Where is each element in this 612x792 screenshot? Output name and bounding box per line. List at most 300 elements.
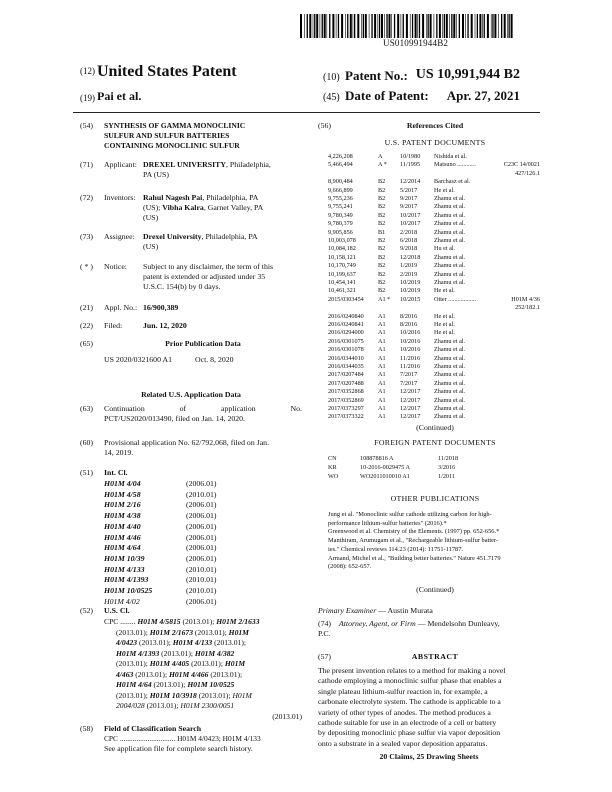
us-reference-cell: A1: [378, 371, 386, 379]
int-cl-version: (2006.01): [186, 511, 217, 521]
us-reference-cell: B2: [378, 287, 386, 295]
us-reference-row: [328, 287, 540, 295]
barcode-bar: [430, 14, 432, 38]
barcode-bar: [353, 14, 354, 38]
us-reference-cell: Barchasz et al.: [434, 178, 471, 186]
us-reference-cell: A1: [378, 413, 386, 421]
us-reference-cell: He et al.: [434, 321, 455, 328]
us-reference-cell: B2: [378, 237, 386, 244]
us-reference-cell: 12/2017: [400, 413, 421, 421]
int-cl-version: (2010.01): [186, 575, 217, 585]
applicant: DREXEL UNIVERSITY, Philadelphia, PA (US): [143, 160, 271, 180]
us-reference-cell: 2016/0294000: [328, 329, 364, 337]
barcode-bar: [422, 14, 424, 38]
us-reference-cell: 10/2016: [400, 329, 421, 337]
us-reference-cell: B2: [378, 186, 386, 194]
us-reference-cell: Zhamu et al.: [434, 279, 466, 286]
us-reference-cell: 10/2019: [400, 287, 421, 295]
date-of-patent-label: Date of Patent:: [345, 88, 429, 103]
us-reference-row: [328, 220, 540, 228]
us-reference-cell: 10,084,182: [328, 245, 356, 253]
barcode-bar: [410, 14, 411, 38]
us-reference-cell: 10/2017: [400, 211, 421, 219]
patent-number: US 10,991,944 B2: [415, 67, 520, 82]
assignee-label: Assignee:: [104, 232, 135, 241]
barcode-bar: [467, 14, 468, 38]
us-reference-row: [328, 153, 540, 161]
appl-no: 16/900,389: [143, 303, 179, 312]
field-search-note: See application file for complete search history.: [104, 744, 253, 753]
prior-publication-heading: Prior Publication Data: [165, 339, 241, 348]
us-reference-cell: A1 *: [378, 295, 391, 303]
barcode-bar: [417, 14, 418, 38]
barcode-bar: [439, 14, 441, 38]
us-reference-row: [328, 296, 540, 304]
us-patent-docs-heading: U.S. PATENT DOCUMENTS: [384, 138, 486, 147]
us-reference-cell: A1: [378, 354, 386, 362]
us-reference-cell: 2015/0303454: [328, 295, 364, 303]
us-reference-cell: 10,454,141: [328, 279, 356, 286]
us-reference-cell: A1: [378, 388, 386, 396]
us-reference-cell: 10,003,078: [328, 237, 356, 244]
us-reference-row: [328, 313, 540, 321]
us-reference-cell: 8,900,484: [328, 178, 353, 186]
us-reference-cell: 10/2016: [400, 337, 421, 345]
barcode-bar: [406, 14, 408, 38]
us-reference-cell: B2: [378, 178, 386, 186]
barcode-bar: [459, 14, 460, 38]
barcode-bar: [365, 14, 367, 38]
barcode-bar: [419, 14, 420, 38]
us-refs-continued: (Continued): [416, 423, 454, 432]
prior-pub-number: US 2020/0321600 A1: [104, 355, 173, 364]
barcode-bar: [338, 14, 339, 38]
barcode-bar: [341, 14, 343, 38]
date-of-patent: Apr. 27, 2021: [446, 88, 520, 103]
us-reference-cell: Zhamu et al.: [434, 363, 466, 370]
int-cl-version: (2006.01): [186, 521, 217, 531]
barcode-bar: [451, 14, 452, 38]
us-reference-cell: 9,666,899: [328, 186, 353, 194]
int-cl-label: Int. Cl.: [104, 468, 128, 477]
us-reference-cell: 2016/0240840: [328, 312, 364, 320]
int-cl-version: (2010.01): [186, 564, 217, 574]
barcode-bar: [309, 14, 311, 38]
attorney: Attorney, Agent, or Firm — Mendelsohn Dunleavy,: [339, 619, 500, 628]
us-reference-cell: 2/2019: [400, 270, 418, 278]
barcode-bar: [477, 14, 478, 38]
barcode-bar: [487, 14, 489, 38]
us-reference-cell: 9/2018: [400, 245, 418, 253]
us-reference-row: [328, 229, 540, 237]
code-56: (56): [318, 121, 331, 130]
us-reference-cell: B2: [378, 211, 386, 219]
us-reference-cell: He et al.: [434, 186, 455, 194]
barcode-bar: [471, 14, 473, 38]
us-reference-cell: 8/2016: [400, 312, 418, 320]
notice-label: Notice:: [104, 262, 127, 271]
barcode-bar: [381, 14, 383, 38]
us-reference-cell: 2017/0373297: [328, 405, 364, 412]
int-cl-code: H01M 4/38: [104, 511, 141, 521]
code-52: (52): [80, 606, 93, 615]
us-reference-cell: 10,199,637: [328, 270, 356, 278]
int-cl-code: H01M 2/16: [104, 500, 141, 510]
code-74: (74): [318, 619, 331, 628]
us-reference-cell: 12/2014: [400, 178, 421, 186]
barcode-bar: [511, 14, 513, 38]
us-reference-row: [328, 178, 540, 186]
int-cl-version: (2006.01): [186, 553, 217, 563]
us-reference-cell: 9,905,856: [328, 228, 353, 236]
int-cl-code: H01M 10/39: [104, 553, 145, 563]
foreign-reference-cell: CN: [328, 455, 337, 462]
foreign-reference-cell: 1/2011: [438, 473, 455, 480]
barcode-bar: [462, 14, 464, 38]
barcode-bar: [456, 14, 457, 38]
us-reference-cell: B2: [378, 245, 386, 253]
int-cl-version: (2006.01): [186, 479, 217, 488]
barcode-bar: [336, 14, 337, 38]
barcode-bar: [347, 14, 348, 38]
int-cl-version: (2010.01): [186, 489, 217, 499]
attorney-line-2: P.C.: [318, 629, 331, 638]
code-73: (73): [80, 232, 93, 241]
foreign-reference-cell: WO: [328, 473, 339, 480]
us-reference-cell: 5/2017: [400, 186, 418, 194]
us-reference-cell: 9,780,379: [328, 220, 353, 228]
us-reference-cell: A: [378, 153, 383, 160]
us-reference-cell: 12/2017: [400, 396, 421, 404]
us-reference-cell: Zhamu et al.: [434, 228, 466, 236]
barcode-bar: [357, 14, 359, 38]
us-reference-row: [328, 413, 540, 421]
us-reference-cell: A1: [378, 396, 386, 404]
document-type: United States Patent: [97, 63, 237, 80]
barcode-bar: [453, 14, 455, 38]
us-reference-cell: 10/2017: [400, 220, 421, 228]
barcode-bar: [329, 14, 330, 38]
code-57: (57): [318, 652, 331, 661]
barcode-bar: [389, 14, 391, 38]
barcode-bar: [449, 14, 450, 38]
us-reference-row: [328, 397, 540, 405]
foreign-patent-docs-heading: FOREIGN PATENT DOCUMENTS: [374, 438, 496, 447]
barcode-bar: [428, 14, 429, 38]
code-72: (72): [80, 193, 93, 202]
us-reference-cell: Zhamu et al.: [434, 388, 466, 396]
us-reference-cell: Zhamu et al.: [434, 270, 466, 278]
us-reference-row: [328, 195, 540, 203]
barcode-bar: [475, 14, 476, 38]
us-reference-cell: 10/2016: [400, 346, 421, 354]
us-reference-cell: Matsuno ............: [434, 161, 476, 169]
references-heading: References Cited: [406, 121, 464, 130]
us-reference-cell: 11/2016: [400, 363, 421, 370]
us-reference-cell: 10/2019: [400, 279, 421, 286]
us-reference-cell: Zhamu et al.: [434, 220, 466, 228]
us-reference-cell: A *: [378, 161, 387, 169]
us-reference-row: [328, 346, 540, 354]
us-reference-cell: 2/2018: [400, 228, 418, 236]
barcode-bar: [492, 14, 493, 38]
us-reference-cell: A1: [378, 321, 386, 328]
provisional-text: Provisional application No. 62/792,068, filed on Jan. 14, 2019.: [104, 438, 270, 458]
code-60: (60): [80, 438, 93, 447]
code-51: (51): [80, 468, 93, 477]
other-publications-heading: OTHER PUBLICATIONS: [390, 494, 480, 503]
filed-label: Filed:: [104, 321, 123, 330]
us-reference-row: [328, 237, 540, 245]
barcode-bar: [371, 14, 372, 38]
us-reference-row: [328, 363, 540, 371]
barcode-bar: [403, 14, 404, 38]
us-reference-cell: Otter ..................: [434, 295, 477, 303]
us-reference-cell: A1: [378, 379, 386, 387]
barcode-bar: [412, 14, 413, 38]
us-cl-label: U.S. Cl.: [104, 606, 130, 615]
barcode-bar: [394, 14, 395, 38]
us-reference-row: [328, 338, 540, 346]
us-reference-cell: He et al.: [434, 287, 455, 295]
us-reference-cell: H01M 4/36: [511, 295, 540, 303]
barcode-patent-number: US010991944B2: [383, 38, 449, 48]
appl-no-label: Appl. No.:: [104, 303, 138, 312]
field-search-label: Field of Classification Search: [104, 724, 202, 733]
int-cl-code: H01M 4/40: [104, 521, 141, 531]
barcode-bar: [320, 14, 321, 38]
authors: Pai et al.: [97, 89, 142, 103]
code-19: (19): [80, 93, 95, 103]
claims-count: 20 Claims, 25 Drawing Sheets: [379, 752, 479, 761]
invention-title: SYNTHESIS OF GAMMA MONOCLINIC SULFUR AND SULFUR BATTERIES CONTAINING MONOCLINIC SULFUR: [104, 121, 246, 151]
us-reference-row: [328, 262, 540, 270]
primary-examiner: Primary Examiner — Austin Murata: [318, 606, 433, 615]
us-reference-row: [328, 187, 540, 195]
us-reference-cell: 10,461,321: [328, 287, 356, 295]
us-reference-row: [328, 161, 540, 169]
us-reference-row: [328, 388, 540, 396]
notice-text: Subject to any disclaimer, the term of this patent is extended or adjusted under 35 U.S.C. 154(b) by 0 days.: [143, 262, 274, 292]
us-reference-row: [328, 170, 540, 178]
us-reference-cell: Hu et al.: [434, 245, 456, 253]
barcode-bar: [304, 14, 305, 38]
us-reference-cell: Zhamu et al.: [434, 211, 466, 219]
foreign-reference-row: [328, 473, 540, 481]
us-reference-cell: 9,755,236: [328, 195, 353, 202]
us-reference-cell: 2017/0352869: [328, 396, 364, 404]
us-reference-cell: 2016/0344010: [328, 354, 364, 362]
barcode-bar: [379, 14, 380, 38]
field-search-cpc: CPC .............................. H01M 4/0423; H01M 4/133: [104, 734, 261, 743]
us-reference-cell: 6/2018: [400, 237, 418, 244]
us-reference-cell: 1/2019: [400, 262, 418, 270]
barcode-bar: [316, 14, 318, 38]
us-reference-cell: 2017/0373322: [328, 413, 364, 421]
barcode-bar: [494, 14, 496, 38]
us-reference-row: [328, 203, 540, 211]
foreign-reference-cell: 108878816 A: [360, 455, 394, 462]
barcode-bar: [350, 14, 352, 38]
barcode-bar: [442, 14, 443, 38]
us-reference-cell: 427/126.1: [515, 169, 540, 177]
us-reference-cell: Zhamu et al.: [434, 337, 466, 345]
us-reference-cell: A1: [378, 405, 386, 412]
int-cl-code: H01M 4/1393: [104, 575, 149, 585]
us-reference-cell: B1: [378, 228, 386, 236]
us-reference-cell: 2017/0352868: [328, 388, 364, 396]
us-reference-cell: A1: [378, 337, 386, 345]
barcode-bar: [363, 14, 364, 38]
us-reference-cell: 4,226,208: [328, 153, 353, 160]
us-reference-cell: He et al.: [434, 312, 455, 320]
us-reference-cell: Zhamu et al.: [434, 253, 466, 261]
barcode-bar: [482, 14, 483, 38]
us-reference-row: [328, 304, 540, 312]
us-reference-cell: 8/2016: [400, 321, 418, 328]
assignee: Drexel University, Philadelphia, PA (US): [143, 232, 258, 252]
foreign-reference-cell: KR: [328, 464, 337, 471]
us-reference-cell: 11/1995: [400, 161, 421, 169]
us-reference-cell: Zhamu et al.: [434, 405, 466, 412]
us-reference-cell: 10,158,121: [328, 253, 356, 261]
barcode-bar: [507, 14, 508, 38]
us-reference-cell: Zhamu et al.: [434, 354, 466, 362]
us-reference-cell: Zhamu et al.: [434, 371, 466, 379]
us-reference-cell: 10/2015: [400, 295, 421, 303]
barcode-bar: [501, 14, 502, 38]
us-reference-cell: 5,466,494: [328, 161, 353, 169]
barcode-bar: [361, 14, 362, 38]
int-cl-code: H01M 4/64: [104, 543, 141, 553]
us-reference-cell: B2: [378, 203, 386, 211]
cpc-classification: CPC ........ H01M 4/5815 (2013.01); H01M 2/1633 (2013.01); H01M 2/1673 (2013.01); H01M 4/0423 (2013.01); H01M 4/133 (2013.01); H01M 4/1393 (2013.01); H01M 4/382 (2013.01); H01M 4/405 (2013.01); H01M 4/463 (2013.01); H01M 4/466 (2013.01); H01M 4/64 (2013.01); H01M 10/0525 (2013.01); H01M 10/3918 (2013.01); H01M 2004/028 (2013.01); H01M 2300/0051 (2013.01): [104, 617, 302, 721]
us-reference-cell: 9,755,241: [328, 203, 353, 211]
code-63: (63): [80, 404, 93, 413]
us-reference-cell: Zhamu et al.: [434, 203, 466, 211]
us-reference-cell: 2016/0344035: [328, 363, 364, 370]
int-cl-version: (2010.01): [186, 586, 217, 595]
us-reference-cell: B2: [378, 253, 386, 261]
barcode-bar: [354, 14, 355, 38]
foreign-reference-row: [328, 464, 540, 472]
us-reference-cell: 10,170,749: [328, 262, 356, 270]
us-reference-row: [328, 271, 540, 279]
us-reference-cell: 10/1980: [400, 153, 421, 160]
code-21: (21): [80, 303, 93, 312]
us-reference-cell: 7/2017: [400, 379, 418, 387]
barcode-bar: [434, 14, 435, 38]
barcode-bar: [498, 14, 499, 38]
barcode-bar: [307, 14, 308, 38]
barcode-bar: [314, 14, 315, 38]
filed-date: Jun. 12, 2020: [143, 321, 187, 330]
us-reference-cell: A1: [378, 329, 386, 337]
us-reference-cell: B2: [378, 195, 386, 202]
us-reference-cell: He et al.: [434, 329, 455, 337]
header-rule: [73, 112, 540, 113]
int-cl-version: (2006.01): [186, 532, 217, 542]
inventors-label: Inventors:: [104, 193, 136, 202]
code-71: (71): [80, 160, 93, 169]
us-reference-cell: A1: [378, 312, 386, 320]
us-reference-cell: 9/2017: [400, 203, 418, 211]
barcode-bar: [509, 14, 510, 38]
us-reference-cell: 2016/0240841: [328, 321, 364, 328]
code-22: (22): [80, 321, 93, 330]
us-reference-cell: Zhamu et al.: [434, 396, 466, 404]
barcode-bar: [479, 14, 481, 38]
code-58: (58): [80, 724, 93, 733]
us-reference-cell: Zhamu et al.: [434, 413, 466, 421]
int-cl-code: H01M 4/46: [104, 532, 141, 542]
barcode-bar: [300, 14, 302, 38]
inventors: Rahul Nagesh Pai, Philadelphia, PA (US); Vibha Kalra, Garnet Valley, PA (US): [143, 193, 264, 223]
code-65: (65): [80, 339, 93, 348]
foreign-reference-cell: 10-2016-0029475 A: [360, 464, 411, 471]
barcode-bar: [313, 14, 314, 38]
us-reference-cell: B2: [378, 220, 386, 228]
us-reference-row: [328, 355, 540, 363]
int-cl-code: H01M 4/02: [104, 596, 140, 606]
code-45: (45): [323, 92, 340, 103]
barcode-bar: [504, 14, 506, 38]
us-reference-cell: B2: [378, 262, 386, 270]
barcode-bar: [324, 14, 326, 38]
barcode-bar: [369, 14, 370, 38]
us-reference-row: [328, 380, 540, 388]
us-reference-cell: 9/2017: [400, 195, 418, 202]
other-publications: Jung et al. "Monoclinic sulfur cathode utilizing carbon for high- performance lithium-sulfur batteries" (2016).* Greenwood et al. Chemistry of the Elements. (1997) pp. 652-656.* Manthiram, Arumugam et al., "Rechargeable lithium-sulfur batter- ies." Chemical reviews 114.23 (2014): 11751-11787. Armand, Michel et al., "Building better batteries." Nature 451.7179 (2008): 652-657.: [328, 511, 501, 571]
foreign-reference-cell: 3/2016: [438, 464, 456, 471]
us-reference-cell: Zhamu et al.: [434, 195, 466, 202]
barcode-bar: [465, 14, 466, 38]
barcode-bar: [327, 14, 328, 38]
us-reference-row: [328, 321, 540, 329]
us-reference-cell: A1: [378, 363, 386, 370]
foreign-reference-cell: 11/2018: [438, 455, 459, 462]
int-cl-version: (2006.01): [186, 596, 217, 606]
related-app-heading: Related U.S. Application Data: [141, 390, 241, 399]
us-reference-cell: B2: [378, 279, 386, 286]
us-reference-cell: A1: [378, 346, 386, 354]
barcode-bar: [374, 14, 376, 38]
us-reference-cell: 9,780,349: [328, 211, 353, 219]
us-reference-cell: 12/2017: [400, 405, 421, 412]
us-reference-cell: 252/182.1: [515, 304, 540, 312]
barcode-bar: [401, 14, 402, 38]
code-notice: ( * ): [80, 262, 93, 271]
barcode-bar: [426, 14, 427, 38]
us-reference-cell: B2: [378, 270, 386, 278]
us-reference-row: [328, 371, 540, 379]
us-reference-cell: 2017/0207488: [328, 379, 364, 387]
other-pubs-continued: (Continued): [416, 585, 454, 594]
us-reference-cell: 11/2016: [400, 354, 421, 362]
foreign-reference-row: [328, 455, 540, 463]
us-reference-row: [328, 405, 540, 413]
barcode-bar: [436, 14, 437, 38]
us-reference-cell: Zhamu et al.: [434, 262, 466, 270]
abstract-heading: ABSTRACT: [411, 652, 459, 661]
us-reference-cell: C23C 14/0021: [503, 161, 540, 169]
us-reference-cell: 12/2018: [400, 253, 421, 261]
barcode-bar: [415, 14, 417, 38]
barcode: [298, 14, 516, 38]
barcode-bar: [491, 14, 492, 38]
patent-no-label: Patent No.:: [345, 68, 408, 83]
barcode-bar: [384, 14, 385, 38]
